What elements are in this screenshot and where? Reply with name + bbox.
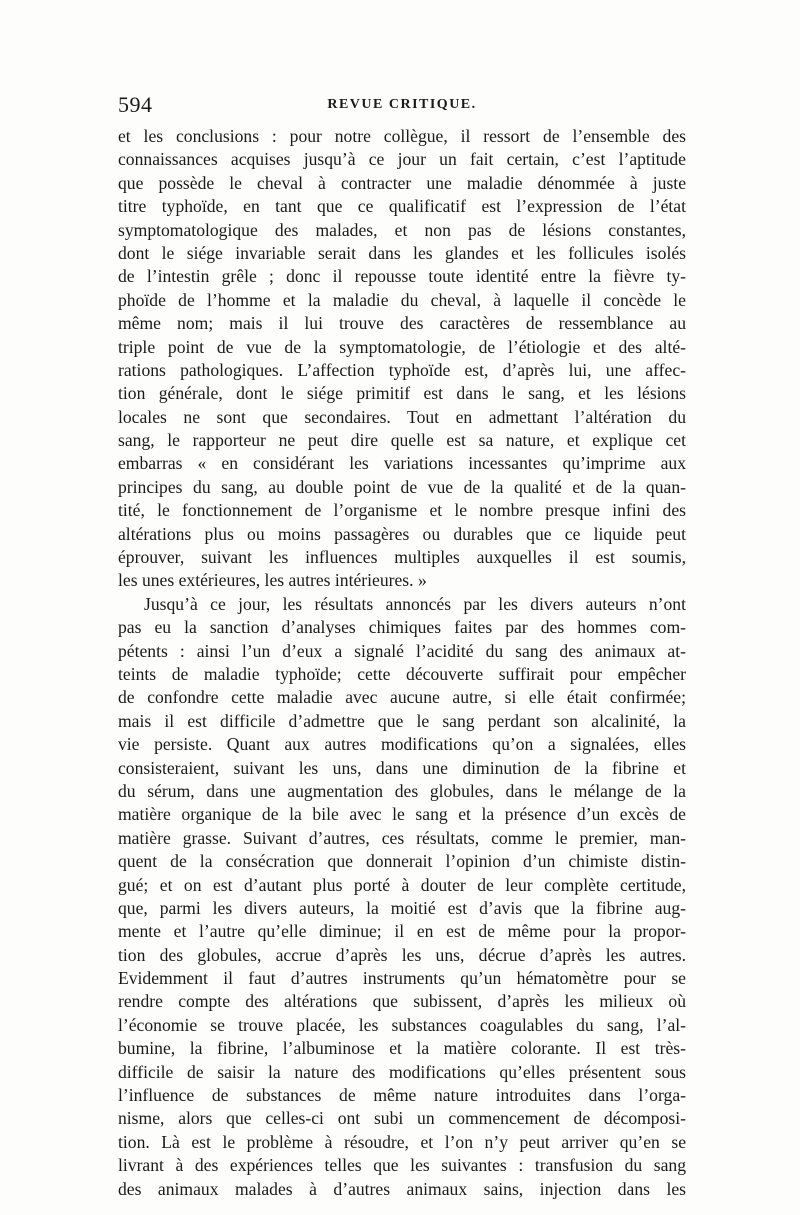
text-line: bumine, la fibrine, l’albuminose et la matière colorante. Il est très- [118, 1038, 686, 1059]
text-line: difficile de saisir la nature des modifications qu’elles présentent sous [118, 1061, 686, 1082]
text-line: éprouver, suivant les influences multiples auxquelles il est soumis, [118, 547, 686, 568]
text-line: sang, le rapporteur ne peut dire quelle est sa nature, et explique cet [118, 430, 686, 451]
text-line: nisme, alors que celles-ci ont subi un commencement de décomposi- [118, 1108, 686, 1129]
text-line: vie persiste. Quant aux autres modifications qu’on a signalées, elles [118, 734, 686, 755]
text-line: rendre compte des altérations que subissent, d’après les milieux où [118, 991, 686, 1012]
text-line: pétents : ainsi l’un d’eux a signalé l’acidité du sang des animaux at- [118, 640, 686, 661]
text-line: locales ne sont que secondaires. Tout en admettant l’altération du [118, 406, 686, 427]
text-line: les unes extérieures, les autres intérieures. » [118, 570, 427, 591]
text-line: rations pathologiques. L’affection typhoïde est, d’après lui, une affec- [118, 359, 686, 380]
text-line: titre typhoïde, en tant que ce qualificatif est l’expression de l’état [118, 196, 686, 217]
text-line: et les conclusions : pour notre collègue, il ressort de l’ensemble des [118, 126, 686, 146]
text-line: des animaux malades à d’autres animaux sains, injection dans les [118, 1178, 686, 1199]
text-line: du sérum, dans une augmentation des globules, dans le mélange de la [118, 780, 686, 801]
text-line: quent de la consécration que donnerait l’opinion d’un chimiste distin- [118, 851, 686, 872]
text-line: même nom; mais il lui trouve des caractères de ressemblance au [118, 313, 686, 334]
text-line: de confondre cette maladie avec aucune autre, si elle était confirmée; [118, 687, 686, 708]
text-line: de l’intestin grêle ; donc il repousse toute identité entre la fièvre ty- [118, 266, 686, 287]
page-number: 594 [118, 92, 153, 117]
text-line: mente et l’autre qu’elle diminue; il en est de même pour la propor- [118, 921, 686, 942]
text-line: tité, le fonctionnement de l’organisme et le nombre presque infini des [118, 500, 686, 521]
text-line: que, parmi les divers auteurs, la moitié est d’avis que la fibrine aug- [118, 897, 686, 918]
text-line: Jusqu’à ce jour, les résultats annoncés par les divers auteurs n’ont [144, 593, 686, 614]
text-line: l’influence de substances de même nature introduites dans l’orga- [118, 1085, 686, 1106]
body-text [118, 125, 686, 1201]
text-line: teints de maladie typhoïde; cette découverte suffirait pour empêcher [118, 663, 686, 684]
text-line: symptomatologique des malades, et non pas de lésions constantes, [118, 219, 686, 240]
text-line: mais il est difficile d’admettre que le sang perdant son alcalinité, la [118, 710, 686, 731]
text-line: matière organique de la bile avec le sang et la présence d’un excès de [118, 804, 686, 825]
text-line: que possède le cheval à contracter une maladie dénommée à juste [118, 172, 686, 193]
text-line: phoïde de l’homme et la maladie du cheval, à laquelle il concède le [118, 289, 686, 310]
text-line: pas eu la sanction d’analyses chimiques faites par des hommes com- [118, 617, 686, 638]
text-line: l’économie se trouve placée, les substances coagulables du sang, l’al- [118, 1014, 686, 1035]
running-title: REVUE CRITIQUE. [327, 97, 477, 112]
text-line: Evidemment il faut d’autres instruments qu’un hématomètre pour se [118, 968, 686, 989]
text-line: tion. Là est le problème à résoudre, et l’on n’y peut arriver qu’en se [118, 1131, 686, 1152]
text-line: tion des globules, accrue d’après les uns, décrue d’après les autres. [118, 944, 686, 965]
text-line: dont le siége invariable serait dans les glandes et les follicules isolés [118, 242, 686, 263]
text-line: gué; et on est d’autant plus porté à douter de leur complète certitude, [118, 874, 686, 895]
text-line: principes du sang, au double point de vue de la qualité et de la quan- [118, 476, 686, 497]
text-line: altérations plus ou moins passagères ou durables que ce liquide peut [118, 523, 686, 544]
text-line: matière grasse. Suivant d’autres, ces résultats, comme le premier, man- [118, 827, 686, 848]
text-line: tion générale, dont le siége primitif est dans le sang, et les lésions [118, 383, 686, 404]
text-line: consisteraient, suivant les uns, dans une diminution de la fibrine et [118, 757, 686, 778]
text-line: triple point de vue de la symptomatologie, de l’étiologie et des alté- [118, 336, 686, 357]
text-line: connaissances acquises jusqu’à ce jour un fait certain, c’est l’aptitude [118, 149, 686, 170]
running-head [118, 92, 686, 126]
text-line: embarras « en considérant les variations incessantes qu’imprime aux [118, 453, 686, 474]
text-line: livrant à des expériences telles que les suivantes : transfusion du sang [118, 1155, 686, 1176]
